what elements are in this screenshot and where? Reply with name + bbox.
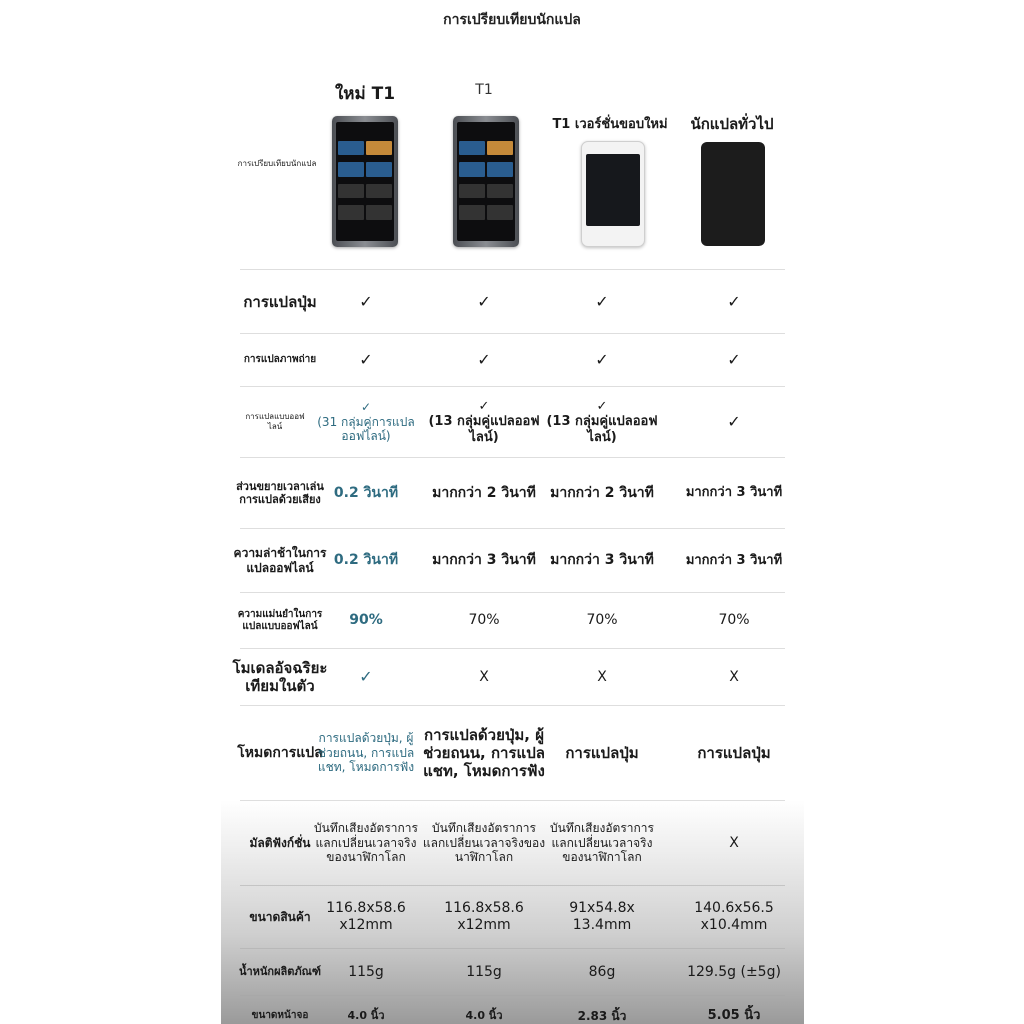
row-offline-delay: [233, 529, 785, 592]
row-label: การแปลปุ่ม: [243, 292, 317, 311]
product-image-generic: [701, 142, 765, 246]
row-button-translation: [240, 270, 785, 333]
value-t1-new-edge: 70%: [586, 612, 618, 629]
value-generic: X: [729, 834, 739, 851]
row-label: น้ำหนักผลิตภัณฑ์: [238, 965, 322, 979]
value-t1: X: [479, 668, 489, 685]
value-generic: 140.6x56.5 x10.4mm: [694, 900, 774, 933]
value-new-t1: 115g: [348, 963, 384, 980]
value-new-t1: 0.2 วินาที: [333, 552, 399, 569]
value-generic: 129.5g (±5g): [687, 963, 781, 980]
row-label: การแปลภาพถ่าย: [243, 354, 317, 365]
value-new-t1: ✓ (31 กลุ่มคู่การแปลออฟไลน์): [317, 400, 415, 444]
value-generic: 70%: [718, 612, 750, 629]
header-row-label: การเปรียบเทียบนักแปล: [237, 159, 317, 168]
value-t1: ✓ (13 กลุ่มคู่แปลออฟไลน์): [428, 398, 540, 445]
value-new-t1: ✓: [359, 667, 373, 687]
row-translation-modes: [237, 706, 785, 800]
row-offline-translation: [240, 387, 785, 457]
value-t1: ✓: [477, 350, 491, 370]
value-t1: การแปลด้วยปุ่ม, ผู้ช่วยถนน, การแปลแชท, โหมดการฟัง: [423, 726, 545, 780]
value-t1-new-edge: 91x54.8x 13.4mm: [569, 900, 635, 933]
value-t1-new-edge: ✓ (13 กลุ่มคู่แปลออฟไลน์): [546, 398, 658, 445]
value-t1-new-edge: 2.83 นิ้ว: [577, 1008, 627, 1023]
value-t1-new-edge: การแปลปุ่ม: [565, 744, 639, 762]
value-generic: มากกว่า 3 วินาที: [685, 552, 783, 568]
row-product-size: [240, 886, 785, 948]
value-t1: 116.8x58.6 x12mm: [444, 900, 524, 933]
row-label: ขนาดหน้าจอ: [251, 1010, 309, 1021]
value-new-t1: ✓: [359, 291, 373, 311]
value-new-t1: 0.2 วินาที: [333, 484, 399, 501]
page-title: การเปรียบเทียบนักแปล: [443, 12, 581, 28]
value-t1-new-edge: มากกว่า 2 วินาที: [550, 484, 654, 501]
row-label: ขนาดสินค้า: [249, 909, 311, 924]
value-t1: 4.0 นิ้ว: [465, 1009, 503, 1023]
row-label: โหมดการแปล: [237, 744, 323, 761]
product-label-generic: นักแปลทั่วไป: [690, 115, 774, 133]
value-t1: มากกว่า 2 วินาที: [432, 484, 536, 501]
value-t1-new-edge: ✓: [595, 350, 609, 370]
value-t1-new-edge: ✓: [595, 291, 609, 311]
row-label: ความแม่นยำในการแปลแบบออฟไลน์: [237, 608, 323, 632]
value-t1-new-edge: X: [597, 668, 607, 685]
value-generic: X: [729, 668, 739, 685]
product-image-new-t1: [332, 116, 398, 247]
value-new-t1: 4.0 นิ้ว: [347, 1009, 385, 1023]
value-generic: มากกว่า 3 วินาที: [685, 485, 783, 501]
row-multi-function: [240, 801, 785, 885]
row-divider: [240, 995, 785, 996]
value-generic: การแปลปุ่ม: [697, 744, 771, 762]
row-label: ความล่าช้าในการแปลออฟไลน์: [233, 546, 327, 575]
product-label-t1-new-edge: T1 เวอร์ชั่นขอบใหม่: [552, 117, 668, 132]
value-t1: บันทึกเสียงอัตราการแลกเปลี่ยนเวลาจริงของนาฬิกาโลก: [422, 821, 546, 865]
row-offline-accuracy: [237, 593, 785, 648]
row-built-in-ai: [232, 649, 785, 705]
row-product-weight: [240, 949, 785, 995]
value-new-t1: 116.8x58.6 x12mm: [326, 900, 406, 933]
value-t1: 70%: [468, 612, 500, 629]
product-label-t1: T1: [475, 82, 493, 98]
row-screen-size: [240, 1005, 785, 1024]
value-t1: มากกว่า 3 วินาที: [432, 552, 536, 569]
value-t1: ✓: [477, 291, 491, 311]
row-photo-translation: [240, 334, 785, 386]
row-label: มัลติฟังก์ชั่น: [249, 835, 311, 850]
value-generic: 5.05 นิ้ว: [707, 1008, 761, 1024]
value-generic: ✓: [727, 350, 741, 370]
row-label: การแปลแบบออฟไลน์: [245, 412, 305, 431]
row-voice-playback-time: [236, 458, 785, 528]
value-t1-new-edge: มากกว่า 3 วินาที: [550, 552, 654, 569]
row-label: โมเดลอัจฉริยะเทียมในตัว: [232, 659, 328, 695]
value-new-t1: การแปลด้วยปุ่ม, ผู้ช่วยถนน, การแปลแชท, โหมดการฟัง: [317, 731, 415, 775]
value-new-t1: ✓: [359, 350, 373, 370]
value-t1-new-edge: 86g: [588, 963, 616, 980]
value-new-t1: บันทึกเสียงอัตราการแลกเปลี่ยนเวลาจริงของนาฬิกาโลก: [314, 821, 418, 865]
product-label-new-t1: ใหม่ T1: [334, 84, 396, 104]
value-generic: ✓: [727, 412, 741, 432]
product-image-t1: [453, 116, 519, 247]
value-new-t1: 90%: [349, 612, 383, 629]
row-label: ส่วนขยายเวลาเล่นการแปลด้วยเสียง: [236, 479, 324, 506]
value-t1-new-edge: บันทึกเสียงอัตราการแลกเปลี่ยนเวลาจริงของนาฬิกาโลก: [550, 821, 654, 865]
value-generic: ✓: [727, 291, 741, 311]
product-image-t1-new-edge: [581, 141, 645, 247]
value-t1: 115g: [466, 963, 502, 980]
